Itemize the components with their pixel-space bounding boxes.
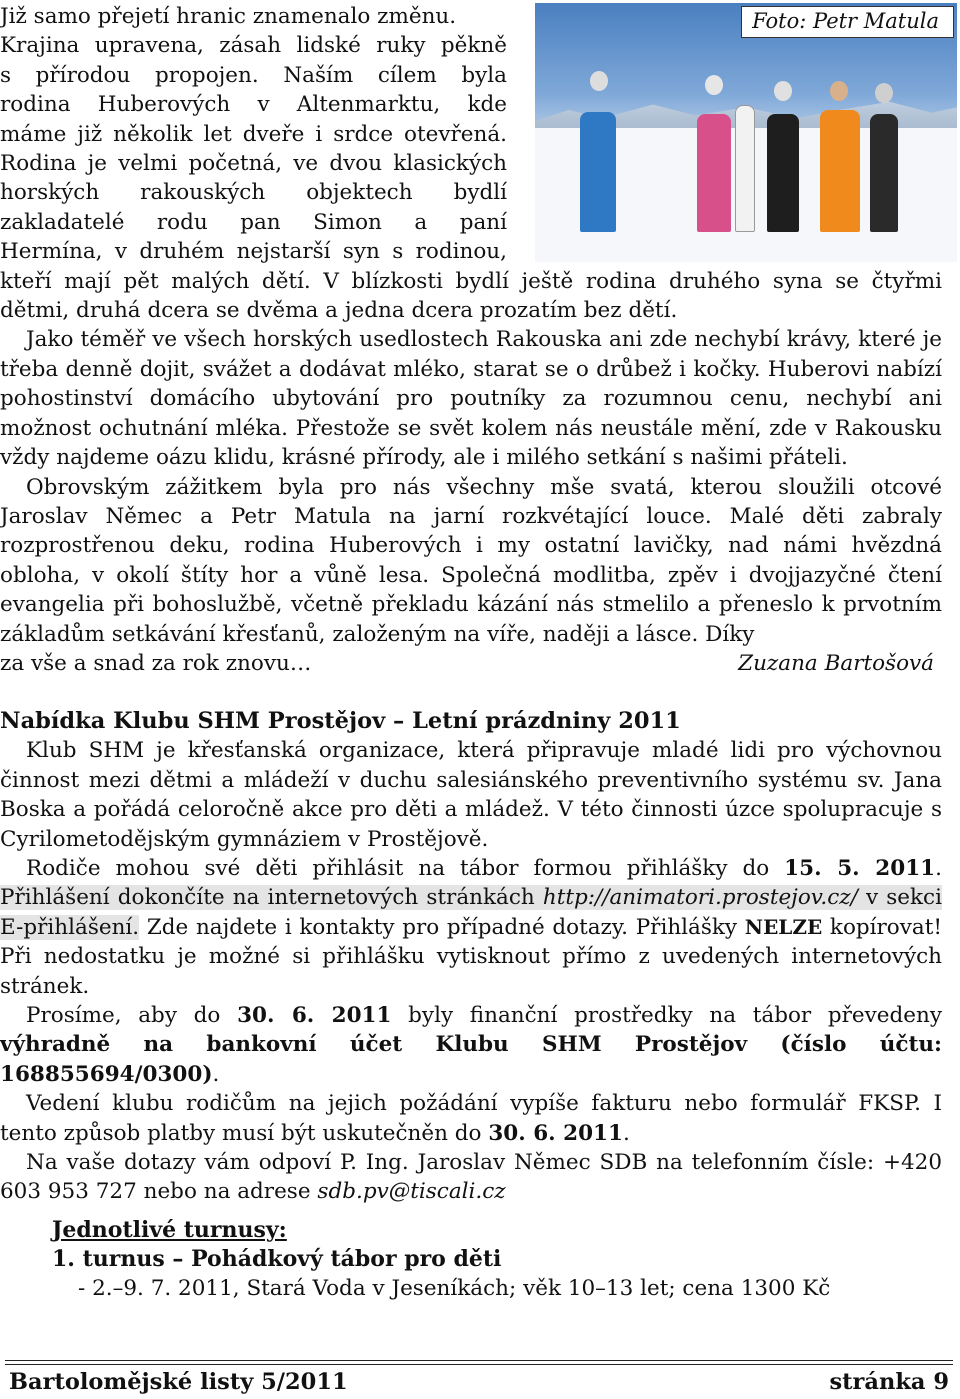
paragraph: Obrovským zážitkem byla pro nás všechny mše svatá, kterou sloužili otcové Jaroslav Němec a Petr Matula na jarní rozkvétající louce. Malé děti zabraly rozprostřenou deku, rodina Huberových i my ostatní lavičky, nad námi hvězdná obloha, v okolí štíty hor a vůně lesa. Společná modlitba, zpěv i dvojjazyčné čtení evangelia při bohoslužbě, včetně překladu kázání nás stmelilo a přeneslo k prvotním základům setkávání křesťanů, založeným na víře, naději a lásce. Díky [0, 474, 942, 647]
text-line: máme již několik let dveře i srdce otevřená. [0, 121, 507, 147]
closing-text: za vše a snad za rok znovu… [0, 650, 312, 676]
deadline-date: 15. 5. 2011 [784, 855, 936, 881]
turnus-detail: - 2.–9. 7. 2011, Stará Voda v Jeseníkách; věk 10–13 let; cena 1300 Kč [78, 1275, 831, 1301]
turnusy-heading: Jednotlivé turnusy: [52, 1216, 287, 1243]
article-huberovi [0, 2, 942, 1303]
text: kopírovat! Při nedostatku je možné si přihlášku vytisknout přímo z uvedených internetových stránek. [0, 914, 942, 999]
author-signature: Zuzana Bartošová [738, 650, 934, 676]
nelze-emphasis: NELZE [744, 914, 823, 939]
text: Rodiče mohou své děti přihlásit na tábor formou přihlášky do [26, 855, 770, 881]
email-link[interactable]: sdb.pv@tiscali.cz [317, 1179, 506, 1205]
text-line: Již samo přejetí hranic znamenalo změnu. [0, 4, 457, 29]
text-line: rodina Huberových v Altenmarktu, kde [0, 92, 507, 118]
invoice-date: 30. 6. 2011 [488, 1120, 623, 1146]
paragraph-registration [0, 854, 942, 1001]
paragraph-payment [0, 1001, 942, 1089]
turnus-title: 1. turnus – Pohádkový tábor pro děti [52, 1245, 502, 1272]
text: Na vaše dotazy vám odpoví P. Ing. Jaroslav Němec SDB na telefonním čísle: +420 603 953 727 nebo na adrese [0, 1150, 942, 1205]
page-footer [9, 1367, 949, 1397]
text-line: Hermína, v druhém nejstarší syn s rodinou, [0, 239, 507, 265]
paragraph: Jako téměř ve všech horských usedlostech Rakouska ani zde nechybí krávy, které je třeba denně dojit, svážet a dodávat mléko, starat se o drůbež i kočky. Huberovi nabízí pohostinství domácího ubytování pro poutníky za rozumnou cenu, nechybí ani možnost ochutnání mléka. Přestože se svět kolem nás neustále mění, zde v Rakousku vždy najdeme oázu klidu, krásné přírody, ale i milého setkání s našimi přáteli. [0, 327, 942, 471]
text: Vedení klubu rodičům na jejich požádání vypíše fakturu nebo formulář FKSP. I tento způsob platby musí být uskutečněn do [0, 1091, 942, 1146]
text: . [935, 855, 942, 881]
closing-line [0, 649, 942, 678]
footer-rule [5, 1364, 953, 1365]
text: v sekci E-přihlášení. [0, 885, 942, 940]
publication-name: Bartolomějské listy 5/2011 [9, 1369, 348, 1395]
wrapped-paragraph-lines [0, 2, 507, 267]
text-line: Rodina je velmi početná, ve dvou klasických [0, 151, 507, 177]
photo-caption: Foto: Petr Matula [741, 6, 954, 38]
text: . [212, 1061, 220, 1087]
text: Prosíme, aby do [26, 1003, 221, 1028]
bank-account-text: výhradně na bankovní účet Klubu SHM Prostějov (číslo účtu: 168855694/0300) [0, 1032, 942, 1087]
footer-rule [5, 1360, 953, 1361]
text-line: horských rakouských objektech bydlí [0, 180, 507, 206]
payment-date: 30. 6. 2011 [237, 1003, 392, 1028]
page-number: stránka 9 [829, 1369, 949, 1395]
text-line: Krajina upravena, zásah lidské ruky pěkně [0, 33, 507, 59]
text: Přihlášení dokončíte na internetových stránkách [0, 885, 535, 911]
website-link[interactable]: http://animatori.prostejov.cz/ [542, 885, 858, 911]
section-title: Nabídka Klubu SHM Prostějov – Letní prázdniny 2011 [0, 708, 681, 735]
text: . [622, 1120, 630, 1146]
paragraph: Klub SHM je křesťanská organizace, která připravuje mladé lidi pro výchovnou činnost mezi dětmi a mládeží v duchu salesiánského preventivního systému sv. Jana Boska a pořádá celoročně akce pro děti a mládež. V této činnosti úzce spolupracuje s Cyrilometodějským gymnáziem v Prostějově. [0, 738, 942, 852]
text-line: s přírodou propojen. Naším cílem byla [0, 62, 507, 88]
text: byly finanční prostředky na tábor převedeny [408, 1003, 942, 1028]
paragraph: kteří mají pět malých dětí. V blízkosti bydlí ještě rodina druhého syna se čtyřmi dětmi, druhá dcera se dvěma a jedna dcera prozatím bez dětí. [0, 268, 942, 324]
text-line: zakladatelé rodu pan Simon a paní [0, 209, 507, 235]
paragraph-invoice [0, 1089, 942, 1148]
paragraph-contact [0, 1148, 942, 1207]
text: Zde najdete i kontakty pro případné dotazy. Přihlášky [146, 914, 738, 940]
